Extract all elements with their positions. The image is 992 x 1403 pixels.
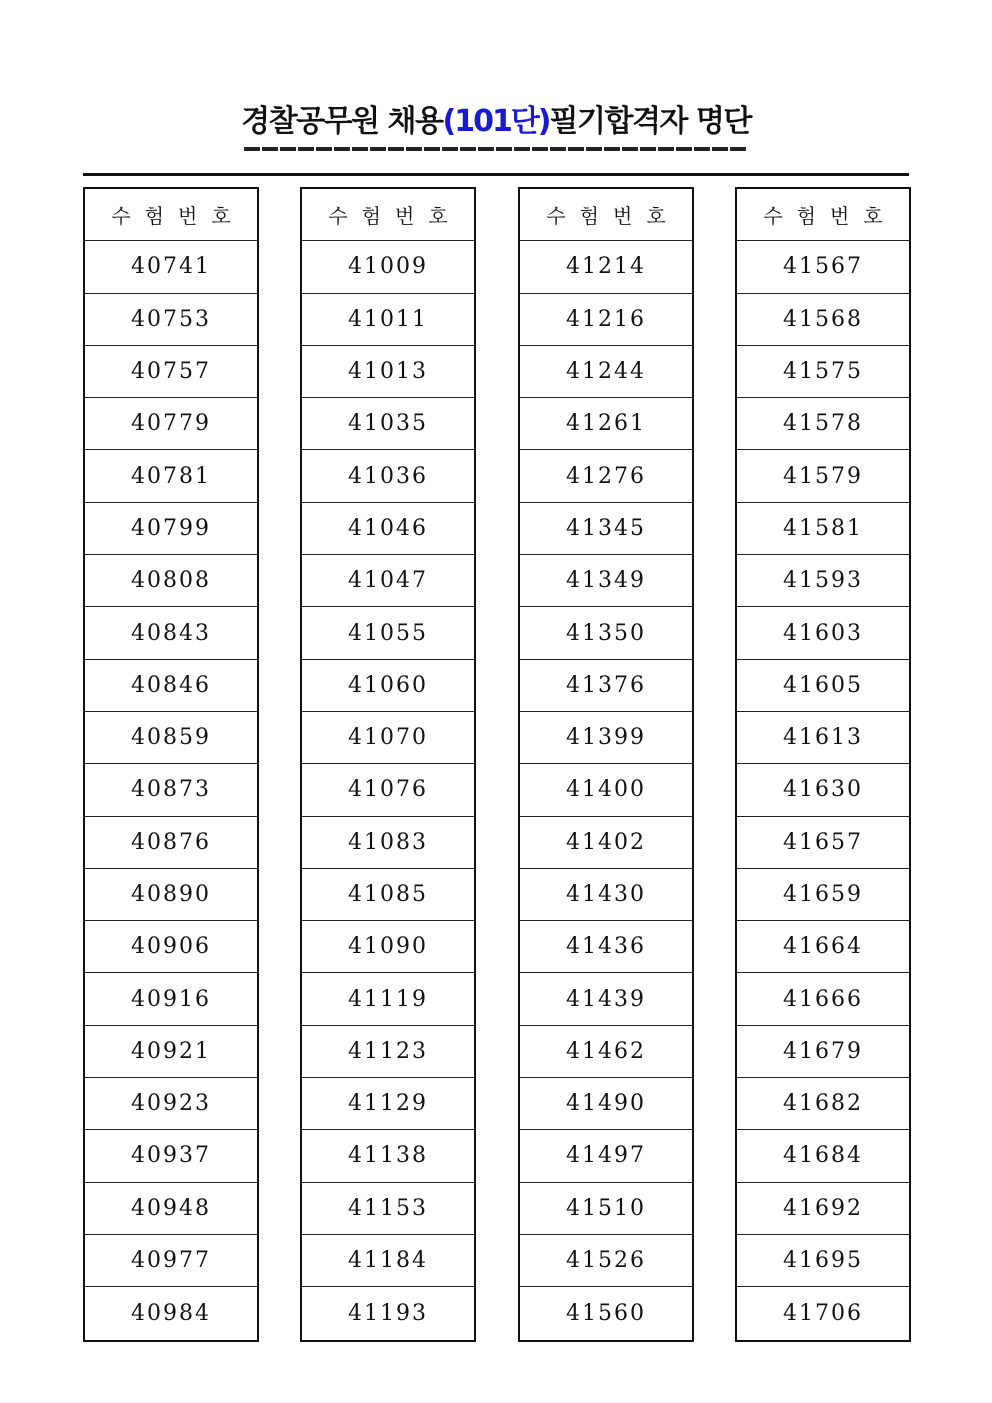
exam-number: 41216: [566, 306, 646, 332]
exam-number: 40921: [131, 1038, 211, 1064]
exam-number: 40753: [131, 306, 211, 332]
table-row: [302, 1130, 474, 1182]
exam-number: 41119: [348, 986, 428, 1012]
exam-number: 40977: [131, 1248, 211, 1274]
title-double-underline: [244, 147, 748, 151]
table-row: [737, 712, 909, 764]
exam-number: 41214: [566, 254, 646, 280]
table-row: [85, 1130, 257, 1182]
table-row: [302, 555, 474, 607]
table-row: [520, 712, 692, 764]
table-row: [85, 294, 257, 346]
table-row: [302, 973, 474, 1025]
table-row: [737, 294, 909, 346]
table-row: [520, 1183, 692, 1235]
exam-number: 41497: [566, 1143, 646, 1169]
exam-number: 41244: [566, 359, 646, 385]
table-row: [737, 398, 909, 450]
exam-number: 40873: [131, 777, 211, 803]
table-row: [520, 1287, 692, 1339]
table-row: [520, 1026, 692, 1078]
table-row: [737, 607, 909, 659]
exam-number: 41402: [566, 829, 646, 855]
exam-number: 41439: [566, 986, 646, 1012]
exam-number: 41510: [566, 1195, 646, 1221]
exam-number: 41193: [348, 1300, 428, 1326]
table-row: [737, 450, 909, 502]
exam-number: 41682: [783, 1091, 863, 1117]
exam-number: 41055: [348, 620, 428, 646]
exam-number: 41345: [566, 515, 646, 541]
table-row: [737, 241, 909, 293]
exam-number: 41692: [783, 1195, 863, 1221]
exam-number: 41436: [566, 934, 646, 960]
exam-number: 40757: [131, 359, 211, 385]
table-row: [302, 1235, 474, 1287]
title-accent-unit: (101단): [442, 104, 550, 139]
table-row: [302, 503, 474, 555]
exam-number: 41603: [783, 620, 863, 646]
title-block: [0, 100, 992, 144]
exam-number: 41657: [783, 829, 863, 855]
table-row: [737, 503, 909, 555]
exam-number: 41376: [566, 672, 646, 698]
exam-number: 40948: [131, 1195, 211, 1221]
exam-number: 41659: [783, 882, 863, 907]
table-row: [302, 1287, 474, 1339]
table-row: [85, 660, 257, 712]
table-row: [737, 660, 909, 712]
exam-number: 40843: [131, 620, 211, 646]
exam-number: 41153: [348, 1195, 428, 1221]
table-row: [520, 1078, 692, 1130]
exam-number: 41605: [783, 672, 863, 698]
table-row: [85, 921, 257, 973]
table-row: [302, 346, 474, 398]
exam-number: 40741: [131, 254, 211, 280]
table-row: [520, 294, 692, 346]
table-row: [520, 973, 692, 1025]
exam-number: 41526: [566, 1248, 646, 1274]
table-row: [302, 1183, 474, 1235]
exam-number: 41090: [348, 934, 428, 960]
exam-number: 41184: [348, 1248, 428, 1274]
exam-number: 41076: [348, 777, 428, 803]
exam-number: 41575: [783, 359, 863, 385]
table-row: [85, 869, 257, 921]
exam-number: 41630: [783, 777, 863, 803]
table-row: [302, 398, 474, 450]
table-row: [85, 712, 257, 764]
table-header: [737, 189, 909, 241]
table-row: [520, 1130, 692, 1182]
table-row: [520, 660, 692, 712]
table-row: [85, 555, 257, 607]
exam-number: 41462: [566, 1038, 646, 1064]
table-row: [85, 973, 257, 1025]
exam-number: 41046: [348, 515, 428, 541]
table-row: [85, 398, 257, 450]
table-row: [85, 503, 257, 555]
exam-number: 41578: [783, 411, 863, 437]
exam-number: 41011: [348, 306, 428, 332]
page-title: [241, 100, 751, 144]
table-row: [520, 817, 692, 869]
exam-number: 40916: [131, 986, 211, 1012]
exam-number: 41568: [783, 306, 863, 332]
exam-number: 40846: [131, 672, 211, 698]
table-row: [737, 346, 909, 398]
table-row: [85, 1026, 257, 1078]
exam-number: 41593: [783, 568, 863, 594]
exam-number: 41009: [348, 254, 428, 280]
table-row: [85, 817, 257, 869]
exam-number: 41035: [348, 411, 428, 437]
exam-number: 41664: [783, 934, 863, 960]
table-row: [302, 1026, 474, 1078]
table-row: [85, 764, 257, 816]
table-row: [737, 1026, 909, 1078]
table-row: [737, 1078, 909, 1130]
table-row: [85, 450, 257, 502]
table-row: [302, 1078, 474, 1130]
table-row: [737, 1287, 909, 1339]
table-header-label: 수험번호: [111, 204, 245, 229]
table-row: [520, 921, 692, 973]
table-row: [737, 869, 909, 921]
table-row: [302, 817, 474, 869]
exam-number: 41060: [348, 672, 428, 698]
table-row: [737, 1235, 909, 1287]
table-row: [85, 1078, 257, 1130]
table-row: [85, 346, 257, 398]
table-row: [520, 503, 692, 555]
table-row: [520, 241, 692, 293]
exam-number: 41695: [783, 1248, 863, 1274]
exam-number: 41560: [566, 1300, 646, 1326]
exam-number: 41013: [348, 359, 428, 385]
exam-number: 41567: [783, 254, 863, 280]
table-header: [520, 189, 692, 241]
exam-number: 41085: [348, 882, 428, 907]
candidate-table-2: [300, 187, 476, 1342]
exam-number: 41490: [566, 1091, 646, 1117]
table-header: [302, 189, 474, 241]
exam-number: 40781: [131, 463, 211, 489]
exam-number: 41349: [566, 568, 646, 594]
title-prefix: 경찰공무원 채용: [241, 104, 443, 139]
table-row: [520, 869, 692, 921]
table-row: [737, 817, 909, 869]
table-row: [302, 764, 474, 816]
table-header: [85, 189, 257, 241]
exam-number: 41350: [566, 620, 646, 646]
table-row: [737, 555, 909, 607]
exam-number: 41579: [783, 463, 863, 489]
exam-number: 41276: [566, 463, 646, 489]
table-row: [85, 1287, 257, 1339]
exam-number: 41129: [348, 1091, 428, 1117]
table-row: [520, 764, 692, 816]
exam-number: 41613: [783, 725, 863, 751]
table-header-label: 수험번호: [763, 204, 897, 229]
exam-number: 40890: [131, 882, 211, 907]
exam-number: 40859: [131, 725, 211, 751]
exam-number: 40984: [131, 1300, 211, 1326]
table-header-label: 수험번호: [546, 204, 680, 229]
table-row: [520, 450, 692, 502]
exam-number: 41430: [566, 882, 646, 907]
candidate-table-4: [735, 187, 911, 1342]
exam-number: 41706: [783, 1300, 863, 1326]
exam-number: 41400: [566, 777, 646, 803]
exam-number: 41684: [783, 1143, 863, 1169]
exam-number: 41399: [566, 725, 646, 751]
exam-number: 41138: [348, 1143, 428, 1169]
table-row: [85, 607, 257, 659]
horizontal-rule: [83, 173, 909, 176]
exam-number: 41123: [348, 1038, 428, 1064]
table-row: [302, 241, 474, 293]
title-suffix: 필기합격자 명단: [549, 104, 751, 139]
exam-number: 41666: [783, 986, 863, 1012]
table-header-label: 수험번호: [328, 204, 462, 229]
table-row: [737, 1130, 909, 1182]
table-row: [302, 450, 474, 502]
table-row: [520, 607, 692, 659]
candidate-table-3: [518, 187, 694, 1342]
table-row: [302, 294, 474, 346]
table-row: [85, 1235, 257, 1287]
table-row: [302, 921, 474, 973]
table-row: [737, 921, 909, 973]
table-row: [85, 1183, 257, 1235]
table-row: [737, 764, 909, 816]
exam-number: 40808: [131, 568, 211, 594]
exam-number: 40779: [131, 411, 211, 437]
exam-number: 40799: [131, 515, 211, 541]
exam-number: 41070: [348, 725, 428, 751]
table-row: [302, 869, 474, 921]
table-row: [520, 346, 692, 398]
exam-number: 41679: [783, 1038, 863, 1064]
exam-number: 40937: [131, 1143, 211, 1169]
table-row: [520, 398, 692, 450]
exam-number: 40876: [131, 829, 211, 855]
table-row: [520, 555, 692, 607]
table-row: [302, 607, 474, 659]
table-row: [737, 1183, 909, 1235]
exam-number: 41581: [783, 515, 863, 541]
exam-number: 41261: [566, 411, 646, 437]
table-row: [85, 241, 257, 293]
exam-number: 41047: [348, 568, 428, 594]
table-row: [302, 712, 474, 764]
exam-number: 41036: [348, 463, 428, 489]
candidate-table-1: [83, 187, 259, 1342]
exam-number: 40923: [131, 1091, 211, 1117]
table-row: [520, 1235, 692, 1287]
exam-number: 40906: [131, 934, 211, 960]
table-row: [737, 973, 909, 1025]
exam-number: 41083: [348, 829, 428, 855]
table-row: [302, 660, 474, 712]
